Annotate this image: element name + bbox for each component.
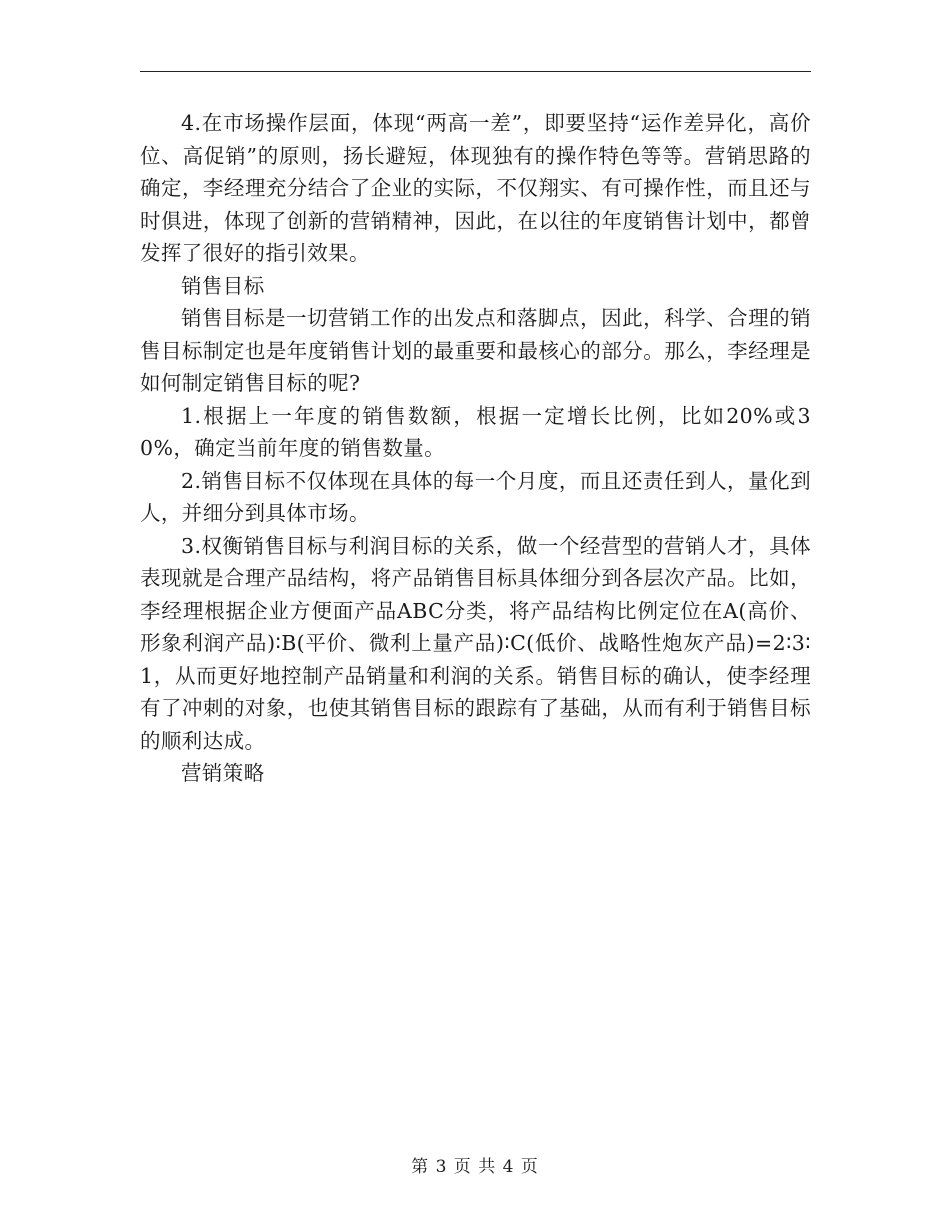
heading-sales-target: 销售目标 [181, 273, 265, 298]
body-text [140, 107, 811, 790]
paragraph-sales-target-intro: 销售目标是一切营销工作的出发点和落脚点，因此，科学、合理的销售目标制定也是年度销售计划的最重要和最核心的部分。那么，李经理是如何制定销售目标的呢? [140, 306, 811, 395]
header-rule [140, 71, 811, 72]
paragraph-item-3: 3.权衡销售目标与利润目标的关系，做一个经营型的营销人才，具体表现就是合理产品结构，将产品销售目标具体细分到各层次产品。比如，李经理根据企业方便面产品ABC分类，将产品结构比例定位在A(高价、形象利润产品)∶B(平价、微利上量产品)∶C(低价、战略性炮灰产品)=2∶3∶1，从而更好地控制产品销量和利润的关系。销售目标的确认，使李经理有了冲刺的对象，也使其销售目标的跟踪有了基础，从而有利于销售目标的顺利达成。 [140, 533, 811, 753]
paragraph-item-1: 1.根据上一年度的销售数额，根据一定增长比例，比如20%或30%，确定当前年度的销售数量。 [140, 403, 811, 460]
paragraph-market-operation: 4.在市场操作层面，体现“两高一差”，即要坚持“运作差异化，高价位、高促销”的原则，扬长避短，体现独有的操作特色等等。营销思路的确定，李经理充分结合了企业的实际，不仅翔实、有可操作性，而且还与时俱进，体现了创新的营销精神，因此，在以往的年度销售计划中，都曾发挥了很好的指引效果。 [140, 111, 811, 265]
page-number-footer: 第 3 页 共 4 页 [411, 1157, 539, 1177]
paragraph-item-2: 2.销售目标不仅体现在具体的每一个月度，而且还责任到人，量化到人，并细分到具体市场。 [140, 468, 811, 525]
heading-marketing-strategy: 营销策略 [181, 761, 265, 785]
